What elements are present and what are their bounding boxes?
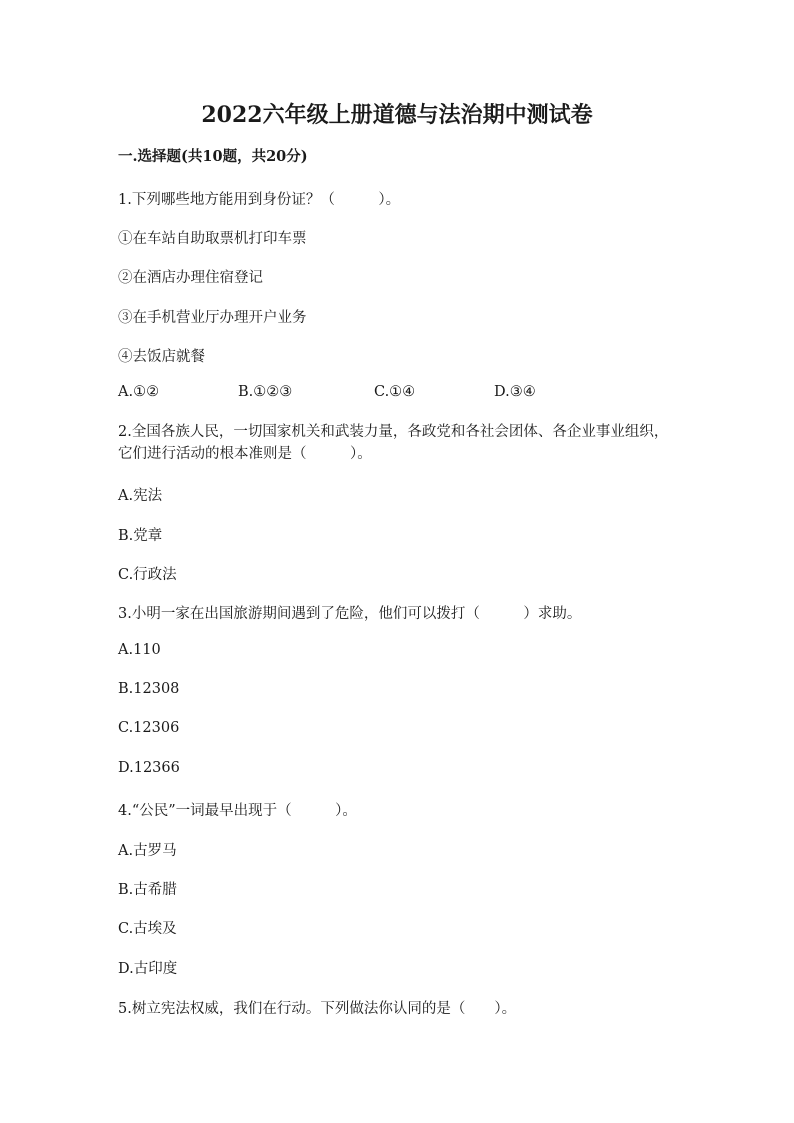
section-heading: 一.选择题(共10题，共20分) — [118, 148, 308, 165]
question-1-option-b: B.①②③ — [238, 384, 293, 400]
question-1-option-a: A.①② — [118, 384, 160, 400]
question-2-stem: 2.全国各族人民，一切国家机关和武装力量，各政党和各社会团体、各企业事业组织，它们进行活动的根本准则是（ ）。 — [118, 424, 669, 462]
question-4-stem: 4.“公民”一词最早出现于（ ）。 — [118, 803, 357, 819]
question-2-option-b: B.党章 — [118, 528, 163, 544]
page-title: 2022六年级上册道德与法治期中测试卷 — [201, 102, 593, 128]
question-1-item-1: ①在车站自助取票机打印车票 — [118, 231, 307, 247]
question-4-option-d: D.古印度 — [118, 961, 178, 977]
question-3-option-b: B.12308 — [118, 681, 180, 697]
question-3-option-c: C.12306 — [118, 720, 180, 736]
question-1-option-c: C.①④ — [374, 384, 416, 400]
question-1-option-d: D.③④ — [494, 384, 536, 400]
question-1-item-4: ④去饭店就餐 — [118, 349, 205, 365]
question-4-option-b: B.古希腊 — [118, 882, 177, 898]
question-1-item-3: ③在手机营业厅办理开户业务 — [118, 310, 307, 326]
question-2-option-c: C.行政法 — [118, 567, 177, 583]
question-3-option-a: A.110 — [118, 642, 161, 658]
question-2-option-a: A.宪法 — [118, 488, 163, 504]
question-4-option-c: C.古埃及 — [118, 921, 177, 937]
question-5-stem: 5.树立宪法权威，我们在行动。下列做法你认同的是（ ）。 — [118, 1001, 517, 1017]
question-3-option-d: D.12366 — [118, 760, 180, 776]
question-1-item-2: ②在酒店办理住宿登记 — [118, 270, 263, 286]
question-4-option-a: A.古罗马 — [118, 843, 177, 859]
question-3-stem: 3.小明一家在出国旅游期间遇到了危险，他们可以拨打（ ）求助。 — [118, 606, 582, 622]
question-1-stem: 1.下列哪些地方能用到身份证？（ ）。 — [118, 192, 401, 208]
